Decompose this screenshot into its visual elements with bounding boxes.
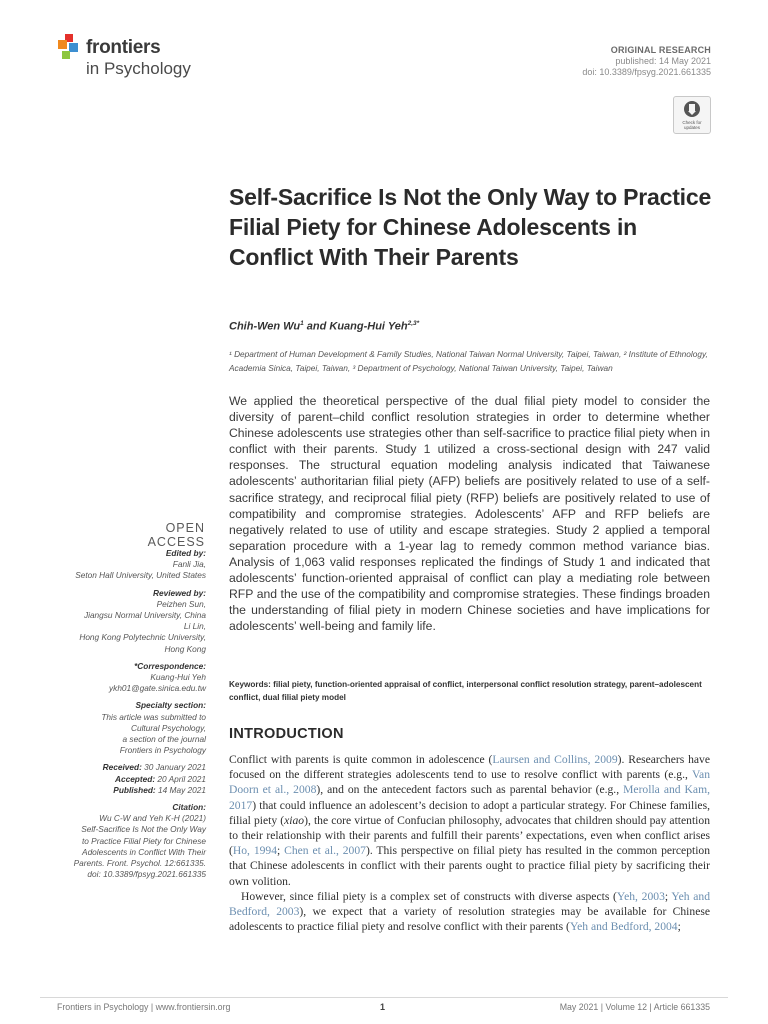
italic-term: xiao	[284, 813, 305, 827]
paragraph-text: ;	[277, 844, 285, 858]
intro-paragraph-2	[229, 889, 710, 935]
intro-paragraph-1	[229, 752, 710, 889]
accepted-row	[40, 774, 206, 785]
paragraph-text: ), and on the antecedent factors such as parental behavior (e.g.,	[316, 783, 624, 797]
article-doi[interactable]: doi: 10.3389/fpsyg.2021.661335	[582, 67, 711, 77]
specialty-line: Cultural Psychology,	[130, 722, 206, 733]
paragraph-text: ) that could influence an adolescent’s decision to adopt a particular strategy. For Chinese families, filial piety (	[229, 798, 710, 827]
author-1[interactable]: Chih-Wen Wu	[229, 320, 301, 333]
correspondence-name: Kuang-Hui Yeh	[150, 672, 206, 683]
article-title: Self-Sacrifice Is Not the Only Way to Practice Filial Piety for Chinese Adolescents in Conflict With Their Parents	[229, 184, 712, 270]
citation-line: to Practice Filial Piety for Chinese	[81, 835, 206, 846]
reviewer-line: Li Lin,	[183, 621, 206, 632]
citation-link[interactable]: Ho, 1994	[232, 844, 278, 858]
citation-link[interactable]: Chen et al., 2007	[284, 844, 366, 858]
article-sidebar	[40, 548, 206, 886]
reviewer-line: Peizhen Sun,	[156, 598, 206, 609]
reviewer-line: Hong Kong	[164, 643, 206, 654]
citation-link[interactable]: Yeh and Bedford, 2004	[569, 920, 678, 934]
paragraph-text: Conflict with parents is quite common in adolescence (	[229, 753, 493, 766]
citation-link[interactable]: Yeh, 2003	[616, 889, 665, 903]
author-1-affil: 1	[300, 320, 304, 327]
journal-logo[interactable]	[56, 32, 206, 80]
citation-label: Citation:	[172, 802, 206, 813]
paragraph-text: ;	[664, 889, 672, 903]
footer-divider	[40, 997, 728, 998]
editor-line: Seton Hall University, United States	[75, 570, 206, 581]
accepted-date: 20 April 2021	[157, 773, 206, 784]
accepted-label: Accepted:	[114, 773, 156, 784]
footer-issue-info: May 2021 | Volume 12 | Article 661335	[559, 1002, 710, 1012]
reviewer-line: Hong Kong Polytechnic University,	[79, 632, 206, 643]
citation-link[interactable]: Merolla and Kam, 2017	[229, 783, 710, 812]
reviewed-by-label: Reviewed by:	[152, 587, 206, 598]
specialty-line: a section of the journal	[122, 734, 206, 745]
page-number: 1	[380, 1002, 386, 1012]
published-date-sidebar: 14 May 2021	[158, 784, 206, 795]
paragraph-text: ), we expect that a variety of resolution strategies may be available for Chinese adolescents to practice filial piety and resolve conflict with their parents (	[229, 905, 710, 934]
published-date: published: 14 May 2021	[615, 56, 711, 66]
journal-name-line1: frontiers	[86, 37, 161, 58]
footer-journal-link[interactable]: Frontiers in Psychology | www.frontiersin.org	[57, 1002, 231, 1012]
specialty-line: This article was submitted to	[101, 711, 206, 722]
citation-section	[40, 802, 206, 880]
reviewed-by-section	[40, 588, 206, 655]
correspondence-email[interactable]: ykh01@gate.sinica.edu.tw	[109, 683, 206, 694]
published-row	[40, 785, 206, 796]
editor-line: Fanli Jia,	[172, 559, 206, 570]
citation-line: Parents. Front. Psychol. 12:661335.	[73, 858, 206, 869]
reviewer-line: Jiangsu Normal University, China	[83, 610, 206, 621]
edited-by-label: Edited by:	[165, 548, 206, 558]
article-meta	[582, 45, 711, 78]
specialty-label: Specialty section:	[135, 700, 206, 711]
introduction-body	[229, 752, 710, 934]
article-type: ORIGINAL RESEARCH	[610, 45, 711, 55]
check-for-updates-button[interactable]	[673, 96, 711, 134]
paragraph-text: ). This perspective on filial piety has resulted in the common perception that Chinese adolescents in conflict with their parents ought to practice filial piety by sacrificing their own volition.	[229, 844, 711, 888]
citation-link[interactable]: Laursen and Collins, 2009	[492, 753, 618, 766]
author-list	[229, 320, 419, 333]
specialty-section	[40, 700, 206, 756]
citation-line: Wu C-W and Yeh K-H (2021)	[99, 813, 206, 824]
authors-and: and	[303, 320, 330, 333]
abstract: We applied the theoretical perspective of the dual filial piety model to consider the diversity of parent–child conflict resolution strategies in order to determine whether Chinese adolescents use strategies other than self-sacrifice to practice filial piety when in conflict with their parents. Study 1 utilized a cross-sectional design with 247 valid responses. The structural equation modeling analysis indicated that Taiwanese adolescents’ authoritarian filial piety (AFP) beliefs are positively related to use of a self-sacrifice strategy, and reciprocal filial piety (RFP) beliefs are positively related to use of compatibility and compromise strategies. Adolescents’ AFP and RFP beliefs are negatively related to use of utility and escape strategies. Study 2 applied a temporal separation procedure with a 1-year lag to remedy common method variance bias. Analysis of 1,063 valid responses replicated the findings of Study 1 and indicated that adolescents’ function-oriented appraisal of conflict can play a mediating role between RFP and the use of the compatibility and compromise strategies. These findings broaden the understanding of filial piety in modern Chinese societies and have implications for adolescents’ well-being and family life.	[229, 394, 710, 634]
journal-name-line2: in Psychology	[86, 59, 191, 78]
citation-link[interactable]: Van Doorn et al., 2008	[229, 768, 710, 797]
check-updates-icon	[683, 100, 701, 118]
open-access-label: OPEN ACCESS	[147, 521, 205, 549]
correspondence-section	[40, 661, 206, 695]
citation-doi[interactable]: doi: 10.3389/fpsyg.2021.661335	[87, 869, 206, 880]
paragraph-text: ). Researchers have focused on the different strategies adolescents tend to use to resolve conflict with parents (e.g.,	[229, 753, 710, 782]
affiliations: ¹ Department of Human Development & Family Studies, National Taiwan Normal University, Taipei, Taiwan, ² Institute of Ethnology, Academia Sinica, Taipei, Taiwan, ³ Department of Psychology, National Taiwan University, Taipei, Taiwan	[229, 349, 708, 373]
author-2[interactable]: Kuang-Hui Yeh	[329, 320, 408, 333]
check-updates-label: Check for updates	[682, 120, 702, 130]
correspondence-label: *Correspondence:	[134, 660, 206, 671]
published-label: Published:	[113, 784, 156, 795]
citation-line: Self-Sacrifice Is Not the Only Way	[81, 824, 206, 835]
paragraph-text: However, since filial piety is a complex set of constructs with diverse aspects (	[241, 889, 617, 903]
keywords: Keywords: filial piety, function-oriented appraisal of conflict, interpersonal conflict resolution strategy, parent–adolescent conflict, dual filial piety model	[229, 680, 702, 702]
received-label: Received:	[102, 762, 142, 773]
received-row	[40, 762, 206, 773]
frontiers-logo-icon	[56, 34, 82, 60]
paragraph-text: ), the core virtue of Confucian philosophy, advocates that children should pay attention to their relationship with their parents and fulfill their parents’ expectations, even when conflict arises (	[229, 813, 711, 858]
dates-section	[40, 762, 206, 796]
citation-line: Adolescents in Conflict With Their	[82, 846, 206, 857]
received-date: 30 January 2021	[144, 762, 206, 773]
specialty-line: Frontiers in Psychology	[119, 745, 206, 756]
section-heading-introduction: INTRODUCTION	[229, 726, 344, 742]
edited-by-section	[40, 548, 206, 582]
citation-link[interactable]: Yeh and Bedford, 2003	[229, 889, 711, 919]
author-2-affil: 2,3*	[407, 320, 420, 327]
paragraph-text: ;	[677, 920, 681, 934]
